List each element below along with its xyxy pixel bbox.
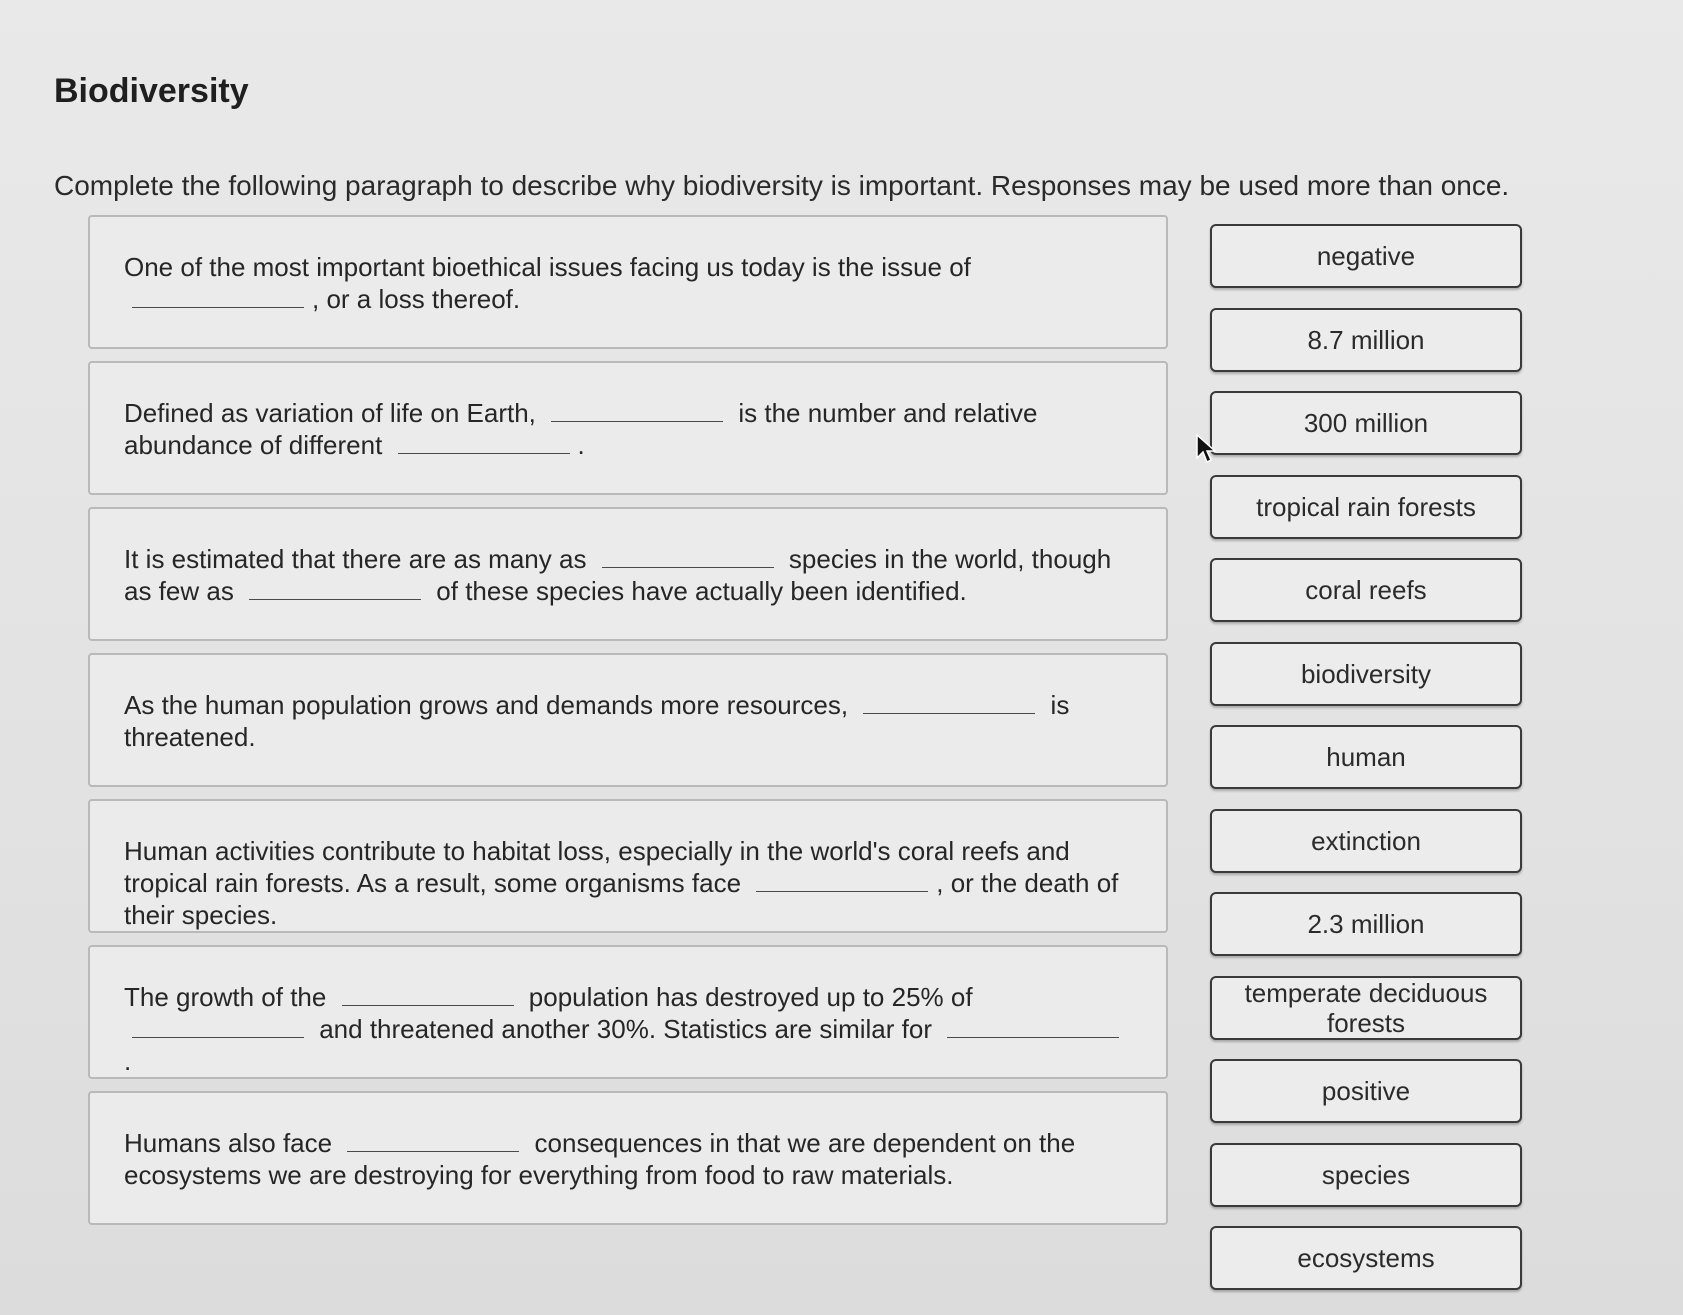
statement-text: .	[124, 1046, 132, 1076]
statement-1	[88, 215, 1168, 349]
statement-text: , or a loss thereof.	[312, 284, 521, 314]
option-temperate-deciduous-forests[interactable]: temperate deciduous forests	[1210, 976, 1522, 1040]
mouse-pointer-icon	[1196, 434, 1216, 464]
statement-7	[88, 1091, 1168, 1225]
answer-blank[interactable]	[249, 597, 421, 600]
statement-text: As the human population grows and demands more resources,	[124, 690, 856, 720]
option-species[interactable]: species	[1210, 1143, 1522, 1207]
statement-text: Human activities contribute to habitat loss, especially in the world's coral reefs and tropical rain forests. As a result, some organisms face	[124, 836, 1070, 898]
statement-text: of these species have actually been identified.	[429, 576, 967, 606]
statement-text: Humans also face	[124, 1128, 340, 1158]
answer-blank[interactable]	[756, 889, 928, 892]
statement-text: The growth of the	[124, 982, 334, 1012]
instructions: Complete the following paragraph to describe why biodiversity is important. Responses may be used more than once.	[54, 170, 1510, 201]
answer-bank	[1210, 224, 1522, 1310]
option-positive[interactable]: positive	[1210, 1059, 1522, 1123]
answer-blank[interactable]	[551, 419, 723, 422]
statement-text: One of the most important bioethical issues facing us today is the issue of	[124, 252, 971, 282]
page-title: Biodiversity	[54, 72, 249, 110]
statement-text: and threatened another 30%. Statistics are similar for	[312, 1014, 940, 1044]
answer-blank[interactable]	[132, 305, 304, 308]
answer-blank[interactable]	[602, 565, 774, 568]
statement-5	[88, 799, 1168, 933]
statement-text: species in the world, though as few as	[124, 544, 1112, 606]
answer-blank[interactable]	[347, 1149, 519, 1152]
statement-6	[88, 945, 1168, 1079]
statement-text: It is estimated that there are as many as	[124, 544, 594, 574]
statement-4	[88, 653, 1168, 787]
option-negative[interactable]: negative	[1210, 224, 1522, 288]
statement-text: is the number and relative abundance of different	[124, 398, 1038, 460]
option-coral-reefs[interactable]: coral reefs	[1210, 558, 1522, 622]
statement-text: .	[577, 430, 585, 460]
statement-text: is threatened.	[124, 690, 1070, 752]
option-300-million[interactable]: 300 million	[1210, 391, 1522, 455]
answer-blank[interactable]	[863, 711, 1035, 714]
answer-blank[interactable]	[342, 1003, 514, 1006]
statement-list	[88, 215, 1168, 1237]
option-human[interactable]: human	[1210, 725, 1522, 789]
statement-text: population has destroyed up to 25% of	[521, 982, 973, 1012]
option-2-3-million[interactable]: 2.3 million	[1210, 892, 1522, 956]
statement-text: consequences in that we are dependent on the ecosystems we are destroying for everything from food to raw materials.	[124, 1128, 1076, 1190]
statement-text: , or the death of their species.	[124, 868, 1119, 930]
option-tropical-rain-forests[interactable]: tropical rain forests	[1210, 475, 1522, 539]
option-ecosystems[interactable]: ecosystems	[1210, 1226, 1522, 1290]
answer-blank[interactable]	[947, 1035, 1119, 1038]
answer-blank[interactable]	[398, 451, 570, 454]
statement-3	[88, 507, 1168, 641]
option-biodiversity[interactable]: biodiversity	[1210, 642, 1522, 706]
statement-text: Defined as variation of life on Earth,	[124, 398, 544, 428]
option-8-7-million[interactable]: 8.7 million	[1210, 308, 1522, 372]
option-extinction[interactable]: extinction	[1210, 809, 1522, 873]
answer-blank[interactable]	[132, 1035, 304, 1038]
statement-2	[88, 361, 1168, 495]
